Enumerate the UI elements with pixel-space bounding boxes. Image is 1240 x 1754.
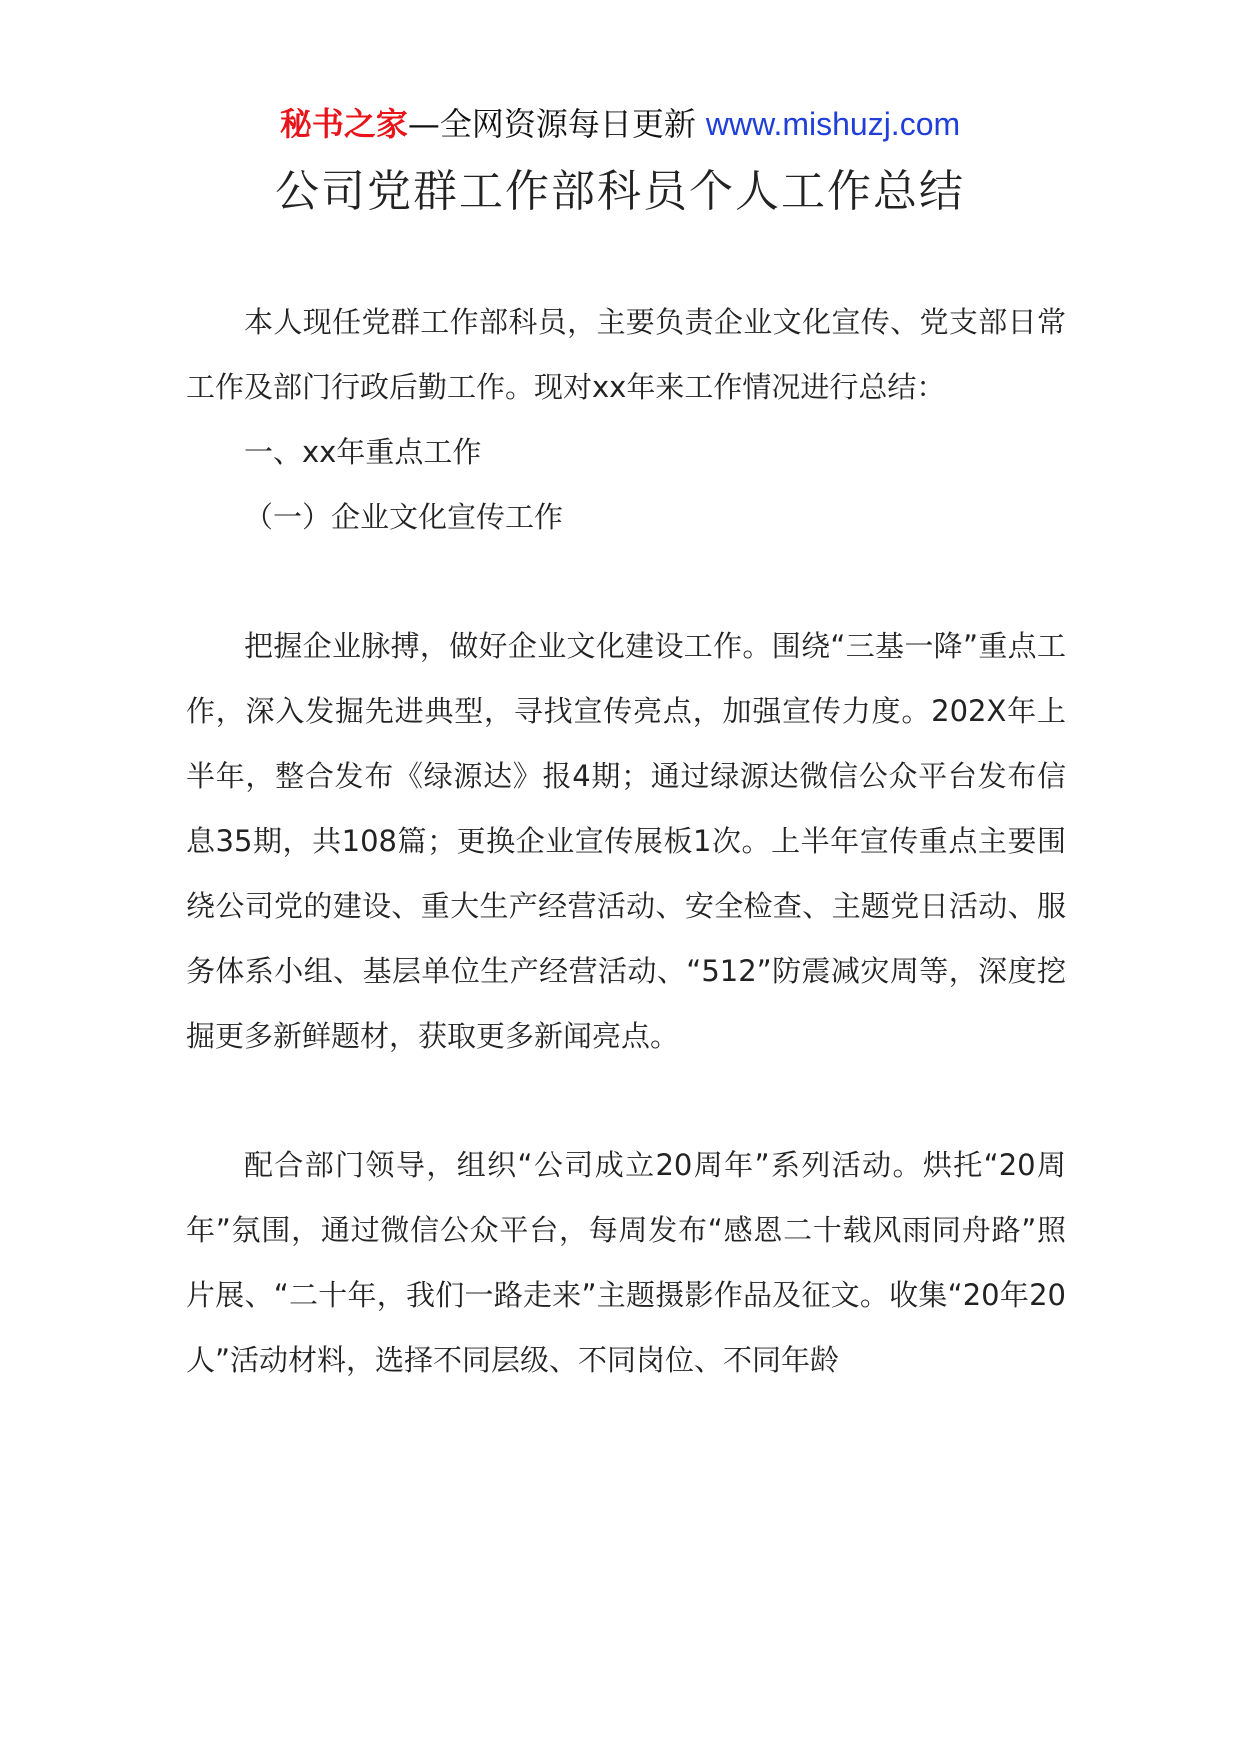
intro-paragraph: 本人现任党群工作部科员，主要负责企业文化宣传、党支部日常工作及部门行政后勤工作。现对xx年来工作情况进行总结： (186, 305, 1066, 404)
subsection-heading: （一）企业文化宣传工作 (244, 500, 564, 534)
brand-name: 秘书之家 (279, 105, 408, 143)
body-paragraph: 配合部门领导，组织“公司成立20周年”系列活动。烘托“20周年”氛围，通过微信公众平台，每周发布“感恩二十载风雨同舟路”照片展、“二十年，我们一路走来”主题摄影作品及征文。收集“20年20人”活动材料，选择不同层级、不同岗位、不同年龄 (186, 1148, 1066, 1377)
body-paragraph: 把握企业脉搏，做好企业文化建设工作。围绕“三基一降”重点工作，深入发掘先进典型，寻找宣传亮点，加强宣传力度。202X年上半年，整合发布《绿源达》报4期；通过绿源达微信公众平台发布信息35期，共108篇；更换企业宣传展板1次。上半年宣传重点主要围绕公司党的建设、重大生产经营活动、安全检查、主题党日活动、服务体系小组、基层单位生产经营活动、“512”防震减灾周等，深度挖掘更多新鲜题材，获取更多新闻亮点。 (186, 629, 1066, 1053)
document-body (186, 290, 1066, 1393)
site-url-link[interactable]: www.mishuzj.com (705, 106, 961, 142)
site-header (0, 100, 1240, 148)
header-slogan: —全网资源每日更新 (407, 105, 696, 143)
document-title: 公司党群工作部科员个人工作总结 (275, 166, 965, 217)
section-heading: 一、xx年重点工作 (244, 435, 482, 469)
